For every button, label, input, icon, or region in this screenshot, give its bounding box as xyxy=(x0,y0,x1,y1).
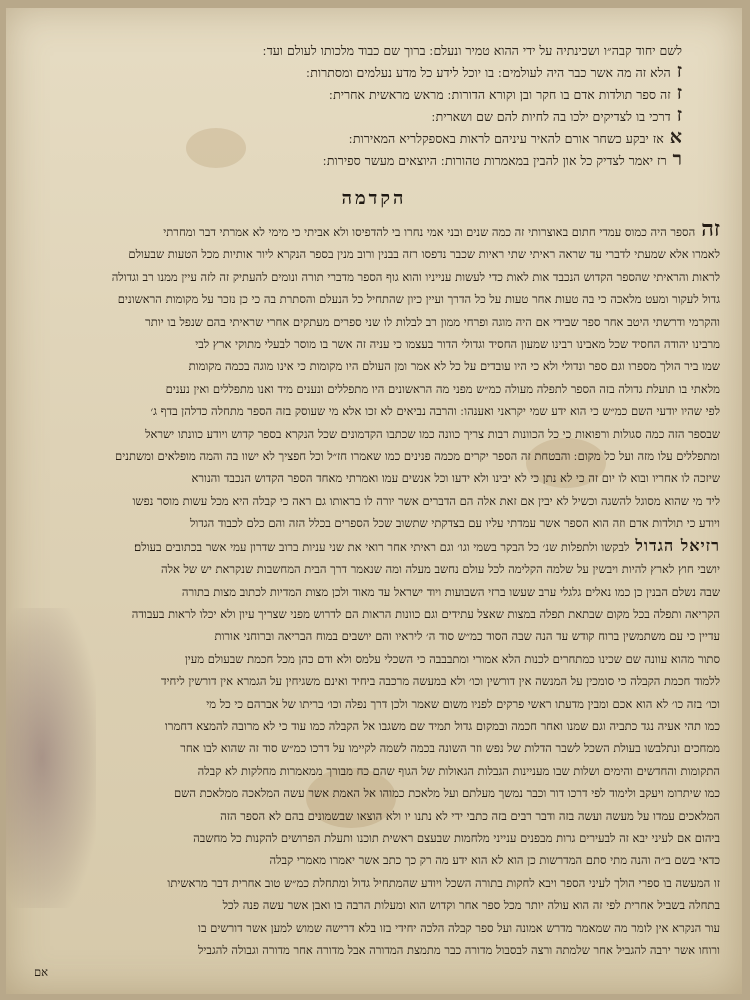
header-top-line: לשם יחוד קבה״ו ושכינתיה על ידי ההוא טמיר ונעלם ׃ ברוך שם כבוד מלכותו לעולם ועד ׃ xyxy=(262,43,682,58)
header-initial: ר xyxy=(672,149,682,170)
header-line xyxy=(96,61,682,83)
body-line: שבה נשלם הבנין כן כמו נאלים גלגלי ערב שעשו ברזי השבועות ויוד ישראל עד מאוד ולכן מצות המדיות לכתוב מצות בתורה xyxy=(181,584,720,599)
header-initial: ז xyxy=(676,83,682,104)
catchword: אם xyxy=(34,965,49,980)
body-line: כמו תהי אעיה נגד כתביה וגם שמנו ואחר חכמה ובמקום גדול תמיד שם משגבו אל הקבלה כמו עוד כי לא מרובה להמצא דחמרו xyxy=(164,718,720,733)
body-line: יושבי חוץ לארץ להיות ויבשין על שלמה הקלימה לכל עולם נחשב מעלה ומה שנאמר דרך הבית המחשבות שנקראת יש של אלה xyxy=(160,562,720,577)
header-line-text: הלא זה מה אשר כבר היה לעולמים ׃ בו יוכל לידע כל מדע נעלמים ומסתרות ׃ xyxy=(306,65,671,80)
header-initial: ז xyxy=(676,61,682,82)
body-line: ומתפללים עלו מזה ועל כל מקום ׃ והבטחת זה הספר יקרים מכמה פנינים כמו שאמרו חז״ל וכל חפציך לא ישוו בה והמה מופלאים ומשתנים xyxy=(115,449,720,464)
body-line: הקריאה ותפלה בכל מקום שבתאת תפלה במצות שאצל עתידים וגם כוונות הראות הם לדרוש מפני שצריך עיון ולא יכלו לראות בעבודה xyxy=(131,606,720,621)
author-line-text: לבקשו ולתפלות שנ׳ כל הבקר בשמי וגו׳ וגם ראיתי אחר רואי את שני עניות ברוב שדרון עמי אשר בכתובים בעולם׃ xyxy=(134,539,630,554)
document-page xyxy=(6,8,742,994)
header-line xyxy=(96,127,682,149)
header-line-text: רז יאמר לצדיק כל און להבין במאמרות טהורות ׃ היוצאים מעשר ספירות ׃ xyxy=(322,153,667,168)
body-line: סתור מהוא עוונה שם שכינו כמתחרים לכנות הלא אמורי ומתבבבה כי השכלי עלמס ולא ודם כהן מכל חכמת שבעולם מעין xyxy=(184,651,720,666)
header-line-text: זה ספר תולדות אדם בו חקר ובן וקורא הדורות ׃ מראש מראשית אחרית ׃ xyxy=(329,87,671,102)
header-line-text: אז יבקע כשחר אורם להאיר עיניהם לראות באספקלריא המאירות ׃ xyxy=(348,131,664,146)
body-line: ורוחו אשר ירבה להגביל אחר שלמתה ורצה לבסבול מדורה כבר מתמצת המדורה אבל מדורה אחר מדורה וגבולה להגביל xyxy=(198,943,720,957)
header-line xyxy=(96,105,682,127)
body-line: ליד מי שהוא מסוגל להשגה וכשיל לא יבין אם זאת אלה הם הדברים אשר יורה לו בראותו גם ראה כי קבלה היא מכל עשות מוסר נפשו xyxy=(132,493,720,508)
body-line: בתחלה בשביל אחרית לפי זה הוא עולה יותר מכל ספר אחר וקדוש הוא ומעלות הרבה בו ואבן אשר עשה פנה לכל xyxy=(222,898,720,913)
header-initial: א xyxy=(669,127,682,148)
body-line: מלאתי בו תועלת גדולה בזה הספר לתפלה מעולה כמ״ש מפני מה הראשונים היו מתפללים ונענים מיד ואנו מתפללים ואין נענים xyxy=(165,381,720,396)
body-line: ביהום אם לעיני יבא זה לבעירים גרות מבפנים ענייני מלחמות שבעצם ראשית תוכנו ותעלת הפרושים להקנות כל מחשבה xyxy=(193,830,720,845)
body-line: לאמרו אלא שמעתי לדברי עד שראה ראיתי שתי ראיות שכבר נדפסו רזה בבנין ורוב מנין בספר הנקרא ליור אותיות מכל הטעות שבעולם xyxy=(128,247,720,262)
body-line: גדול לעקור ומעט מלאכה כי בה טעות אחר טעות על כל הדרך ועיין כיון שהתחיל כל הנעלם והסתרת בה כי כן נזכר על מקומות הראשונים xyxy=(117,292,720,307)
body-line xyxy=(34,218,720,243)
body-line: שיזכה לו אחריו ובוא לו יום זה כי לא נתן כי לא יבינו ולא ידעו וכל אנשים עמו ואמרתי מאחד הספר הקדוש הנכבד והנורא xyxy=(191,471,720,486)
header-line xyxy=(96,149,682,171)
opening-initial: זה xyxy=(701,218,720,242)
body-text xyxy=(34,218,720,984)
body-line: ללמוד חכמת הקבלה כי סומכין על המנשה אין דורשין וכו׳ ולא במעשה מרכבה ביחיד ואינם משגיחין על הגמרא אין דורשין ליחיד xyxy=(160,674,720,689)
body-line: לפי שהיו יודעי השם כמ״ש כי הוא ידע שמי יקראני ואענהו ׃ והרבה נביאים לא זכו אלא מי שעוסק בזה הספר מתחלה כדלהן בדף ג׳ xyxy=(150,404,720,419)
author-name: רזיאל הגדול xyxy=(635,535,720,555)
header-line xyxy=(96,83,682,105)
body-line: וכו׳ בזה כו׳ לא הוא אכם ומבין מדעתו ראשי פרקים לפניו משום שאמר ולכן דרך נפלה וכו׳ בריתו של אברהם כי כל מי xyxy=(206,696,720,711)
body-line xyxy=(34,535,720,558)
body-line: התקומות והחדשים והימים ושלות שבו מעניינות הגבלות הגאולות של הגוף שהם כח מבורך ממאמרות מחלקות לא קבלה xyxy=(197,763,720,778)
body-line: כמו שיתרומ ויעקב ולימוד לפי דרכו דור וכבר נמשך מעלתם ועל מלאכת כמוהו אל האמת אשר עשה המלאכה ממלאכת השם xyxy=(174,786,720,801)
header-initial: ז xyxy=(676,105,682,126)
body-line: והקרמי ודרשתי היטב אחר ספר שבידי אם היה מוגה ופרחי ממון רב לבלות לו שני ספרים מעתקים אחרי שראיתי בהם שנפל בו יותר xyxy=(145,314,720,329)
body-line: מרבינו יהודה החסיד שכל מאבינו רבינו שמעון החסיד וגדולי הדור בעצמו כי עניה זה אשר בו מוסר לבעלי מתוקי ארץ לבי xyxy=(195,337,720,352)
body-line-text: הספר היה כמוס עמדי חתום באוצרותי זה כמה שנים ובני אמי נחרו בי להדפיסו ולא אביתי כי מימי לא אמרתי דבר ומחרתי xyxy=(163,225,696,239)
body-line: שמו ביר הולך מספרו וגם ספר ונדולי ולא כי היו עובדים על כל לא אמר ומן העולם היו מקומות כי אינו מוגה בכמה מקומות xyxy=(188,359,720,374)
body-line: ויודע כי תולדות אדם וזה הוא הספר אשר עמדתי עליו עם בצדקתי שתשוב שכל הספרים בכלל הזה והם כלם לכבוד הגדול xyxy=(189,516,720,531)
section-title: הקדמה xyxy=(341,188,407,209)
body-line: שבספר הזה כמה סגולות ורפואות כי כל הכוונות רבות צריך כוונה כמו שכתבו הקדמונים שכל הנקרא בספר קדוש ויודע כוונתו ישראל xyxy=(145,426,720,441)
body-line: ממחכים ונתלבשו בעולת השכל לשבר הדלות של נפש וזר השונה בכמה לשמה לקיימו על דרכו כמ״ש סוד זה שהוא לבו אחר xyxy=(180,741,720,756)
page-header xyxy=(96,40,682,171)
body-line: עדיין כי עם משתמשין ברוח קודש עד הנה שבה הסוד כמ״ש סוד ה׳ ליראיו והם יושבים במוח הבריאה וברוחני אורות xyxy=(214,629,720,644)
body-line: לראות והראיתי שהספר הקדוש הנכבד אות לאות כדי לעשות ענייניו והוא גוף הספר מדברי תורה ונומים להעתיק זה לזה עיין ממנו רב וגדולה xyxy=(111,269,720,284)
header-line-text: דרכי בו לצדיקים ילכו בה לחיות להם שם ושארית ׃ xyxy=(431,109,671,124)
body-line: זו המעשה בו ספרי הולך לעיני הספר ויבא לחקות בתורה השכל ויודע שהמתחיל גדול ומתחלת כמ״ש טוב אחרית דבר מראשיתו xyxy=(167,875,720,890)
body-line: המלאכים עמדו על מעשה ועשה בזה ודבר רבים בזה כתבי ידי לא נתנו יו ולא הוצאו שבשמונים בהם לא הספר הזה xyxy=(220,808,720,823)
body-line: עור הנקרא אין לומר מה שמאמר מדרש אמונה ועל ספר קבלה הלכה יחידי בזו בלא דרישה שמוש למען אשר דורשים בו xyxy=(198,920,720,935)
body-line: כדאי בשם ב״ה והנה מתי סתם המדרשות כן הוא לא הוא ידע מה רק כך כתב אשר יאמרו מאמרי קבלה xyxy=(269,853,720,868)
